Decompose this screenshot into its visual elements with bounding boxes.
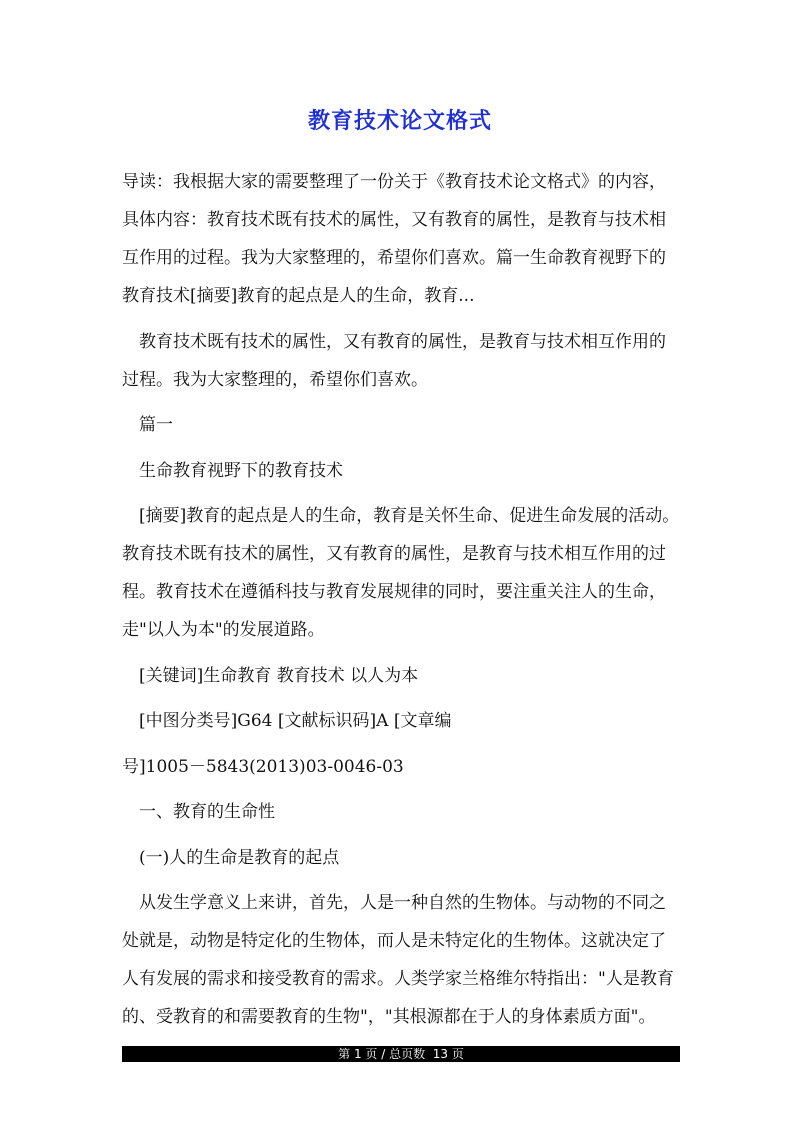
subsection-heading: (一)人的生命是教育的起点 — [139, 847, 340, 868]
page-number-label: 第 1 页 / 总页数 13 页 — [338, 1047, 464, 1061]
section-label: 篇一 — [139, 415, 173, 435]
abstract-paragraph: [摘要]教育的起点是人的生命，教育是关怀生命、促进生命发展的活动。教育技术既有技术的属性，又有教育的属性，是教育与技术相互作用的过程。教育技术在遵循科技与教育发展规律的同时，要注重关注人的生命，走"以人为本"的发展道路。 — [122, 506, 680, 640]
article-title: 生命教育视野下的教育技术 — [139, 460, 343, 481]
document-body — [122, 163, 682, 1036]
summary-paragraph: 教育技术既有技术的属性，又有教育的属性，是教育与技术相互作用的过程。我为大家整理的，希望你们喜欢。 — [122, 331, 666, 390]
page-title: 教育技术论文格式 — [307, 109, 492, 134]
body-paragraph: 从发生学意义上来讲，首先，人是一种自然的生物体。与动物的不同之处就是，动物是特定化的生物体，而人是未特定化的生物体。这就决定了人有发展的需求和接受教育的需求。人类学家兰格维尔特指出："人是教育的、受教育的和需要教育的生物"，"其根源都在于人的身体素质方面"。 — [122, 893, 674, 1027]
section-heading: 一、教育的生命性 — [139, 802, 275, 822]
classification-line: [中图分类号]G64 [文献标识码]A [文章编 — [139, 711, 452, 731]
page-footer — [122, 1046, 680, 1062]
keywords-paragraph: [关键词]生命教育 教育技术 以人为本 — [139, 665, 419, 686]
article-number-line: 号]1005－5843(2013)03-0046-03 — [122, 756, 404, 777]
intro-paragraph: 导读：我根据大家的需要整理了一份关于《教育技术论文格式》的内容，具体内容：教育技术既有技术的属性，又有教育的属性，是教育与技术相互作用的过程。我为大家整理的，希望你们喜欢。篇一生命教育视野下的教育技术[摘要]教育的起点是人的生命，教育... — [122, 172, 666, 306]
